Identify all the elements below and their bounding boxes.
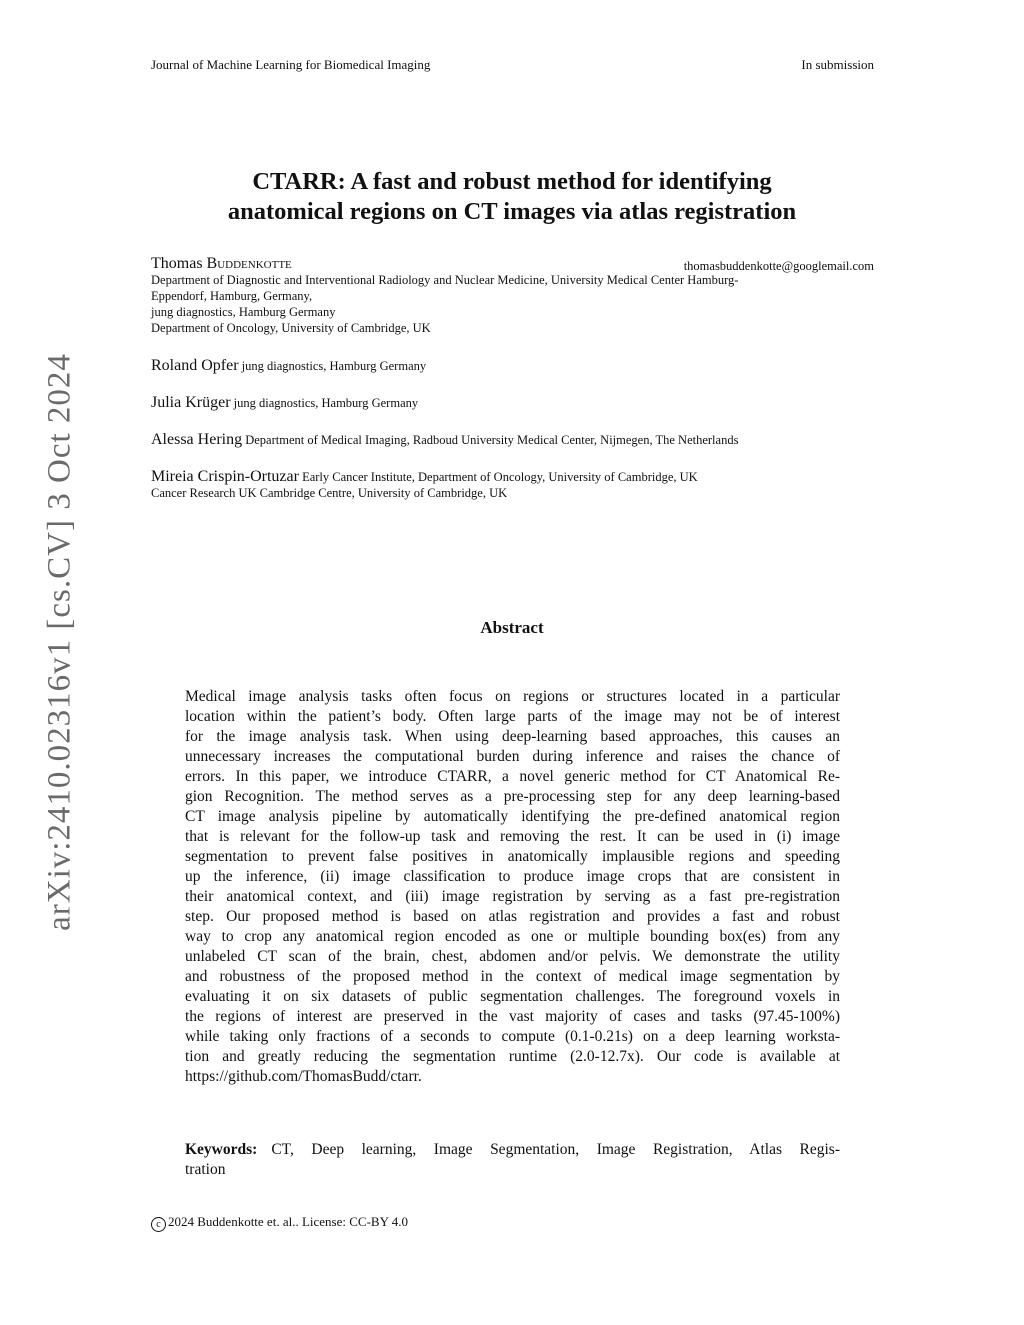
abstract-line: and robustness of the proposed method in the context of medical image segmentation by [185, 968, 840, 985]
abstract-line: unlabeled CT scan of the brain, chest, abdomen and/or pelvis. We demonstrate the utility [185, 948, 840, 965]
author-name: Julia Krüger [151, 394, 231, 411]
abstract-line: step. Our proposed method is based on atlas registration and provides a fast and robust [185, 908, 840, 925]
abstract-line: for the image analysis task. When using deep-learning based approaches, this causes an [185, 728, 840, 745]
author-affiliation: Department of Medical Imaging, Radboud University Medical Center, Nijmegen, The Netherlands [245, 433, 739, 447]
submission-status: In submission [801, 57, 874, 72]
author-block [151, 256, 874, 501]
abstract-line: location within the patient’s body. Often large parts of the image may not be of interest [185, 708, 840, 725]
abstract-heading: Abstract [480, 618, 544, 637]
abstract-line: gion Recognition. The method serves as a pre-processing step for any deep learning-based [185, 788, 840, 805]
copyright-icon: c [151, 1217, 166, 1232]
journal-name: Journal of Machine Learning for Biomedical Imaging [151, 57, 431, 72]
affiliation-line: Department of Diagnostic and Interventional Radiology and Nuclear Medicine, University Medical Center Hamburg- [151, 273, 739, 287]
abstract-line: CT image analysis pipeline by automatically identifying the pre-defined anatomical region [185, 808, 840, 825]
arxiv-identifier: arXiv:2410.02316v1 [cs.CV] 3 Oct 2024 [41, 353, 78, 931]
author-given-name: Thomas [151, 255, 203, 272]
abstract-line: unnecessary increases the computational burden during inference and raises the chance of [185, 748, 840, 765]
abstract-line: the regions of interest are preserved in the vast majority of cases and tasks (97.45-100%) [185, 1008, 840, 1025]
license-text: 2024 Buddenkotte et. al.. License: CC-BY 4.0 [168, 1214, 408, 1229]
keywords-line [185, 1140, 840, 1160]
author-family-name: Buddenkotte [206, 255, 292, 272]
author-affiliation: jung diagnostics, Hamburg Germany [241, 359, 427, 373]
author-first [151, 256, 874, 336]
abstract-line: evaluating it on six datasets of public segmentation challenges. The foreground voxels in [185, 988, 840, 1005]
keywords-line: tration [185, 1161, 226, 1178]
abstract-line: segmentation to prevent false positives in anatomically implausible regions and speeding [185, 848, 840, 865]
affiliation-line: Eppendorf, Hamburg, Germany, [151, 289, 313, 303]
author-email: thomasbuddenkotte@googlemail.com [683, 259, 874, 273]
abstract-line: Medical image analysis tasks often focus on regions or structures located in a particular [185, 688, 840, 705]
affiliation-line: jung diagnostics, Hamburg Germany [151, 305, 336, 319]
abstract-body [185, 687, 840, 1087]
keywords-label: Keywords: [185, 1141, 258, 1158]
author-name: Roland Opfer [151, 357, 239, 374]
abstract-line: while taking only fractions of a seconds to compute (0.1-0.21s) on a deep learning worksta- [185, 1028, 840, 1045]
author-entry [151, 432, 874, 448]
author-name: Alessa Hering [151, 431, 243, 448]
author-name: Mireia Crispin-Ortuzar [151, 468, 299, 485]
abstract-line: their anatomical context, and (iii) image registration by serving as a fast pre-registration [185, 888, 840, 905]
author-affiliation: Early Cancer Institute, Department of Oncology, University of Cambridge, UK [302, 470, 698, 484]
abstract-line: way to crop any anatomical region encoded as one or multiple bounding box(es) from any [185, 928, 840, 945]
abstract-line: that is relevant for the follow-up task and removing the rest. It can be used in (i) image [185, 828, 840, 845]
keywords-text: CT, Deep learning, Image Segmentation, Image Registration, Atlas Regis- [271, 1141, 840, 1158]
abstract-line: tion and greatly reducing the segmentation runtime (2.0-12.7x). Our code is available at [185, 1048, 840, 1065]
author-name [151, 255, 292, 272]
code-link[interactable]: https://github.com/ThomasBudd/ctarr. [185, 1068, 422, 1085]
author-affiliation: jung diagnostics, Hamburg Germany [233, 396, 419, 410]
affiliation-line: Department of Oncology, University of Cambridge, UK [151, 321, 431, 335]
title-line-1: CTARR: A fast and robust method for identifying [252, 168, 772, 195]
keywords [185, 1140, 840, 1180]
author-entry [151, 395, 874, 411]
paper-title [0, 167, 1024, 227]
title-line-2: anatomical regions on CT images via atlas registration [227, 198, 797, 225]
author-entry [151, 469, 874, 501]
abstract-line: errors. In this paper, we introduce CTARR, a novel generic method for CT Anatomical Re- [185, 768, 840, 785]
abstract-line: up the inference, (ii) image classification to produce image crops that are consistent in [185, 868, 840, 885]
author-entry [151, 358, 874, 374]
license-notice [151, 1214, 408, 1232]
author-affiliation: Cancer Research UK Cambridge Centre, University of Cambridge, UK [151, 486, 508, 500]
